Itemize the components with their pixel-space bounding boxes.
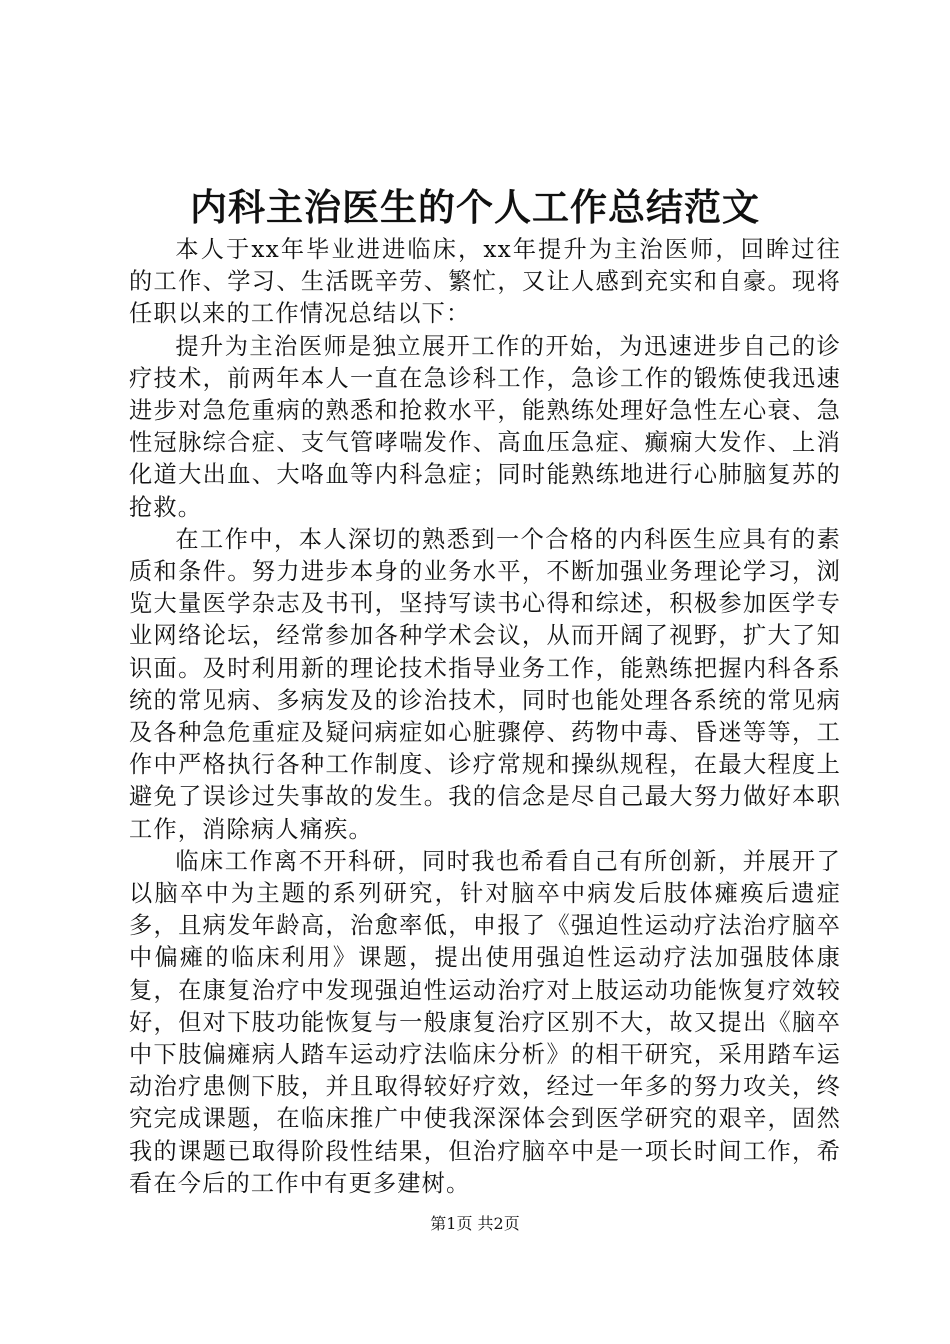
document-title: 内科主治医生的个人工作总结范文 [190, 186, 760, 229]
document-body [129, 234, 841, 1200]
paragraph-emergency-work: 提升为主治医师是独立展开工作的开始，为迅速进步自己的诊疗技术，前两年本人一直在急诊科工作，急诊工作的锻炼使我迅速进步对急危重病的熟悉和抢救水平，能熟练处理好急性左心衰、急性冠脉综合症、支气管哮喘发作、高血压急症、癫痫大发作、上消化道大出血、大咯血等内科急症；同时能熟练地进行心肺脑复苏的抢救。 [129, 332, 841, 521]
paragraph-intro: 本人于xx年毕业进进临床，xx年提升为主治医师，回眸过往的工作、学习、生活既辛劳、繁忙，又让人感到充实和自豪。现将任职以来的工作情况总结以下： [129, 236, 841, 328]
page-footer: 第1页 共2页 [430, 1214, 520, 1233]
paragraph-research: 临床工作离不开科研，同时我也希看自己有所创新，并展开了以脑卒中为主题的系列研究，针对脑卒中病发后肢体瘫痪后遗症多，且病发年龄高，治愈率低，申报了《强迫性运动疗法治疗脑卒中偏瘫的临床利用》课题，提出使用强迫性运动疗法加强肢体康复，在康复治疗中发现强迫性运动治疗对上肢运动功能恢复疗效较好，但对下肢功能恢复与一般康复治疗区别不大，故又提出《脑卒中下肢偏瘫病人踏车运动疗法临床分析》的相干研究，采用踏车运动治疗患侧下肢，并且取得较好疗效，经过一年多的努力攻关，终究完成课题，在临床推广中使我深深体会到医学研究的艰辛，固然我的课题已取得阶段性结果，但治疗脑卒中是一项长时间工作，希看在今后的工作中有更多建树。 [129, 847, 841, 1197]
paragraph-professional-development: 在工作中，本人深切的熟悉到一个合格的内科医生应具有的素质和条件。努力进步本身的业务水平，不断加强业务理论学习，浏览大量医学杂志及书刊，坚持写读书心得和综述，积极参加医学专业网络论坛，经常参加各种学术会议，从而开阔了视野，扩大了知识面。及时利用新的理论技术指导业务工作，能熟练把握内科各系统的常见病、多病发及的诊治技术，同时也能处理各系统的常见病及各种急危重症及疑问病症如心脏骤停、药物中毒、昏迷等等，工作中严格执行各种工作制度、诊疗常规和操纵规程，在最大程度上避免了误诊过失事故的发生。我的信念是尽自己最大努力做好本职工作，消除病人痛疾。 [129, 525, 841, 843]
